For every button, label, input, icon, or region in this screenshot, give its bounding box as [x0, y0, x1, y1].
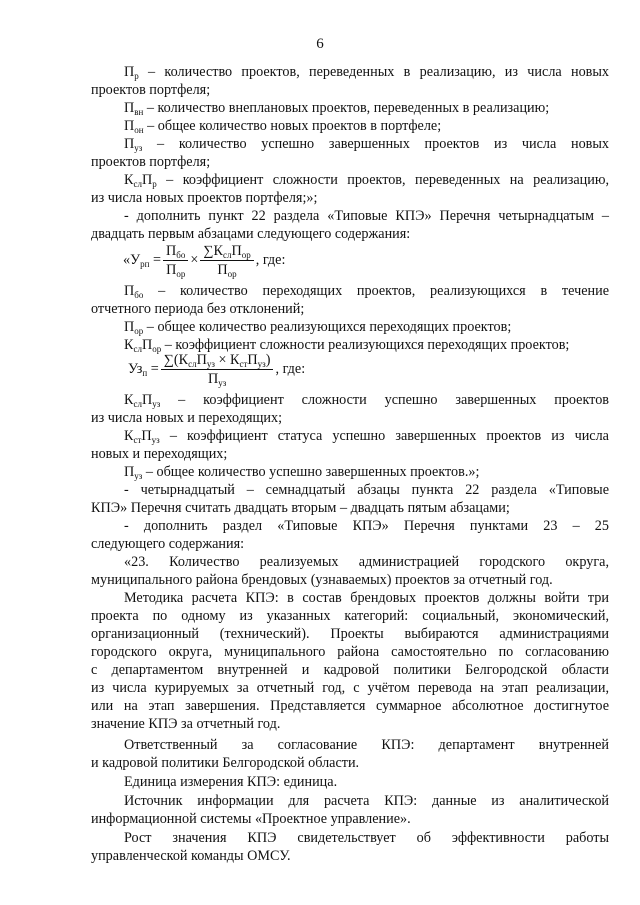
text-line: и кадровой политики Белгородской области. [91, 755, 360, 771]
text-line: Источник информации для расчета КПЭ: данные из аналитической [124, 793, 609, 809]
text-line: проектов портфеля; [91, 154, 211, 170]
text-line: информационной системы «Проектное управление». [91, 811, 411, 827]
text-line: проектов портфеля; [91, 82, 211, 98]
formula-uzp [128, 352, 305, 387]
page-number: 6 [316, 36, 324, 52]
formula-lhs: $Уз_п$ = [128, 361, 159, 378]
text-line: из числа новых и переходящих; [91, 410, 283, 426]
formula-urp [123, 243, 285, 278]
fraction-numerator: $\sum К_{сл}П_{ор}$ [200, 243, 253, 261]
text-line: новых и переходящих; [91, 446, 228, 462]
text-line: $К_{сл}П_{ор}$ – коэффициент сложности реализующихся переходящих проектов; [124, 337, 570, 354]
fraction-numerator: $\sum(К_{сл}П_{уз} \times К_{ст}П_{уз})$ [161, 352, 274, 370]
text-line: $П_р$ – количество проектов, переведенных в реализацию, из числа новых [124, 64, 609, 81]
fraction-denominator: $П_{уз}$ [207, 371, 227, 388]
text-line: двадцать первым абзацами следующего содержания: [91, 226, 411, 242]
formula-tail: , где: [255, 252, 286, 268]
text-line: городского округа, муниципального района самостоятельно по согласованию [91, 644, 609, 660]
text-line: $К_{сл}П_р$ – коэффициент сложности проектов, переведенных на реализацию, [124, 172, 609, 189]
multiply-sign: × [190, 252, 199, 268]
fraction [200, 243, 253, 278]
text-line: Единица измерения КПЭ: единица. [124, 774, 338, 790]
text-line: - четырнадцатый – семнадцатый абзацы пункта 22 раздела «Типовые [124, 482, 609, 498]
fraction [163, 243, 188, 278]
formula-lhs: «$У_{рп}$ = [123, 252, 162, 269]
text-line: $К_{ст}П_{уз}$ – коэффициент статуса успешно завершенных проектов из числа [124, 428, 609, 445]
fraction-denominator: $П_{ор}$ [166, 262, 186, 279]
text-line: Рост значения КПЭ свидетельствует об эффективности работы [124, 830, 609, 846]
text-line: с департаментом внутренней и кадровой политики Белгородской области [91, 662, 609, 678]
text-line: следующего содержания: [91, 536, 245, 552]
text-line: $П_{вн}$ – количество внеплановых проектов, переведенных в реализацию; [124, 100, 550, 117]
text-line: Методика расчета КПЭ: в состав брендовых проектов должны войти три [124, 590, 609, 606]
text-line: муниципального района брендовых (узнаваемых) проектов за отчетный год. [91, 572, 553, 588]
text-line: $П_{уз}$ – количество успешно завершенных проектов из числа новых [124, 136, 609, 153]
text-line: или на этап завершения. Представляется суммарное абсолютное достигнутое [91, 698, 609, 714]
text-line: $П_{уз}$ – общее количество успешно завершенных проектов.»; [124, 464, 480, 481]
text-line: $П_{он}$ – общее количество новых проектов в портфеле; [124, 118, 442, 135]
text-line: из числа новых проектов портфеля;»; [91, 190, 318, 206]
text-line: проекта по одному из указанных категорий: социальный, экономический, [91, 608, 609, 624]
text-line: значение КПЭ за отчетный год. [91, 716, 281, 732]
fraction-denominator: $П_{ор}$ [217, 262, 237, 279]
text-line: организационный (технический). Проекты выбираются администрациями [91, 626, 609, 642]
text-line: $П_{ор}$ – общее количество реализующихся переходящих проектов; [124, 319, 512, 336]
fraction [161, 352, 274, 387]
text-line: КПЭ» Перечня считать двадцать вторым – двадцать пятым абзацами; [91, 500, 510, 516]
text-line: Ответственный за согласование КПЭ: департамент внутренней [124, 737, 609, 753]
text-line: отчетного периода без отклонений; [91, 301, 305, 317]
formula-tail: , где: [275, 361, 306, 377]
text-line: $П_{бо}$ – количество переходящих проектов, реализующихся в течение [124, 283, 609, 300]
text-line: - дополнить раздел «Типовые КПЭ» Перечня пунктами 23 – 25 [124, 518, 609, 534]
text-line: управленческой команды ОМСУ. [91, 848, 291, 864]
text-line: - дополнить пункт 22 раздела «Типовые КПЭ» Перечня четырнадцатым – [124, 208, 609, 224]
text-line: «23. Количество реализуемых администрацией городского округа, [124, 554, 609, 570]
text-line: $К_{сл}П_{уз}$ – коэффициент сложности успешно завершенных проектов [124, 392, 609, 409]
text-line: из числа курируемых за отчетный год, с учётом перевода на этап реализации, [91, 680, 609, 696]
fraction-numerator: $П_{бо}$ [163, 243, 188, 261]
